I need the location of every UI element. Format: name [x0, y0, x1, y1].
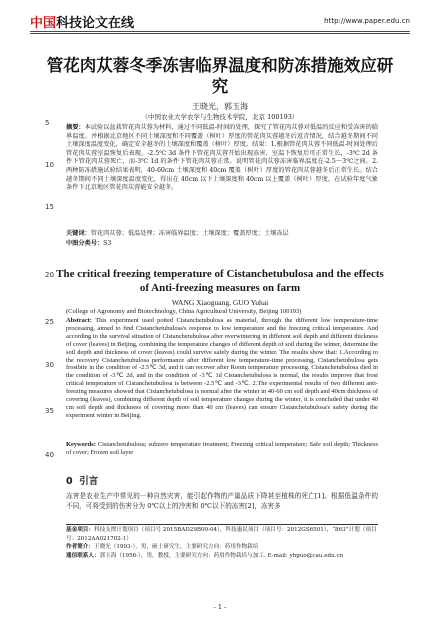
page-number: - 1 - — [213, 603, 227, 611]
header-divider-thin — [30, 33, 410, 34]
footnote-text: 郭玉海（1956-），男，教授，主要研究方向：药用作物栽培与加工. E-mail: yhguo@cau.edu.cn — [99, 552, 344, 559]
site-logo[interactable] — [30, 12, 134, 31]
site-header — [0, 0, 440, 34]
keywords-en-label: Keywords: — [66, 441, 96, 448]
logo-black-text: 科技论文在线 — [56, 16, 135, 31]
site-url[interactable]: http://www.paper.edu.cn — [324, 17, 410, 25]
abstract-cn-text: 本试验以盆栽管花肉苁蓉为材料，通过不同低温-时间的处理，探究了管花肉苁蓉对低温的反应和受冻害的临界温度。并根据北京地区不同土壤深度和不同覆盖（树叶）厚度的管花肉苁蓉越冬后返青情况，结合越冬期间不同土壤深度温度变化，确定安全越冬的土壤深度和覆盖（树叶）厚度。结果：1.根据管花肉苁蓉不同低温-时间处理后管花肉苁蓉室温恢复后表现，-2.5℃ 3d 条件下管花肉苁蓉开始出现冻害，室温下恢复后可正常生长，-3℃ 2d 条件下管花肉苁蓉死亡，而-3℃ 1d 的条件下管花肉苁蓉正常。说明管花肉苁蓉冻害临界温度在-2.5～3℃之间。2.两种防冻措施试验结果表明，40-60cm 土壤深度和 40cm 覆盖（树叶）厚度的管花肉苁蓉越冬后正常生长。结合越冬期间不同土壤深度温度变化，得出在 40cm 以下土壤深度和 40cm 以上覆盖（树叶）厚度，在试验年度气象条件下北京地区管花肉苁蓉能安全越冬。 — [66, 124, 379, 192]
footnote-label: 作者简介： — [66, 544, 94, 551]
line-number: 40 — [45, 451, 54, 459]
line-number: 5 — [45, 119, 50, 127]
authors-cn: 王晓光，郭玉海 — [192, 102, 248, 111]
keywords-cn-text: 管花肉苁蓉；低温处理；冻害临界温度；土壤深度；覆盖厚度；土壤冻层 — [90, 230, 289, 237]
keywords-en — [66, 441, 378, 457]
footnote-divider — [66, 524, 378, 525]
paper-title-cn: 管花肉苁蓉冬季冻害临界温度和防冻措施效应研究 — [46, 56, 394, 96]
section-title: 引言 — [79, 476, 99, 487]
keywords-cn — [66, 230, 378, 239]
keywords-cn-label: 关键词： — [66, 230, 91, 237]
authors-en: WANG Xiaoguang, GUO Yuhai — [171, 298, 269, 307]
line-number: 30 — [45, 361, 54, 369]
footnote-contact — [66, 552, 378, 561]
keywords-en-text: Cistanchetubulosa; subzero temperature treatment; Freezing critical temperature; Safe soil depth; Thickness of cover; Frozen soil layer — [66, 441, 378, 456]
footnote-label: 通信联系人： — [66, 552, 100, 559]
abstract-cn-label: 摘要： — [66, 124, 85, 131]
affiliation-en: (College of Agronomy and Biotechnology, China Agricultural University, Beijing 100193) — [66, 308, 302, 315]
paper-title-en: The critical freezing temperature of Cistanchetubulosa and the effects of Anti-freezing measures on farm — [56, 268, 384, 294]
line-number: 20 — [45, 271, 54, 279]
section-heading — [66, 473, 98, 487]
logo-red-text: 中国 — [30, 16, 57, 31]
abstract-en-label: Abstract: — [66, 317, 92, 324]
footnote-author-bio — [66, 543, 378, 552]
affiliation-cn: （中国农业大学农学与生物技术学院，北京 100193） — [141, 113, 299, 121]
abstract-en-text: This experiment used potted Cistanchetubulosa as material, through the different low temperature-time processing, aimed to find Cistanchetubulosa's response to low temperature and the freezing critical temperature. And according to the survival situation of Cistanchetubulosa after overwintering in different soil depth and different thickness of cover (leaves) in Beijing, combining the temperature changes of different depth of soil during the winter, determine the soil depth and thickness of cover (leaves) could survive safely during the winter. The results show that: 1.According to the recovery Cistanchetubulosa performance after different low temperature-time processing, Cistanchetubulosa gets frostbite in the condition of -2.5℃ 3d, and it can recover after Room temperature processing. Cistanchetubulosa died in the condition of -3℃ 2d, and in the condition of -3℃ 1d Cistanchetubulosa is normal, the results improve that frost critical temperature of Cistanchetubulosa is between -2.5℃ and -3℃. 2.The experimental results of two different anti-freezing measures showed that Cistanchetubulosa is normal after the winter in 40-60 cm soil depth and 40cm thickness of covering (leaves), combining different depth of soil temperature changes during the winter, it is concluded that under 40 cm soil depth and thickness of covering more than 40 cm (leaves) can ensure Cistanchetubulosa's safety during the experiment winter in Beijing. — [66, 317, 378, 419]
abstract-cn — [66, 124, 378, 193]
footnotes — [66, 526, 378, 560]
abstract-en — [66, 317, 378, 420]
footnote-text: 科技支撑计划项目（项目号 2015BAD29B00-04），科技惠民项目（项目号：2012GS6501），“863”计划（项目号：2012AA021702-1） — [66, 527, 377, 542]
clc-cn-text: S3 — [103, 240, 112, 247]
line-number: 25 — [45, 318, 54, 326]
clc-cn-label: 中图分类号： — [66, 240, 104, 247]
intro-paragraph: 冻害是农业生产中常见的一种自然灾害，能引起作物的产量品质下降甚至植株的死亡[1]。根据低温条件的不同，可将受到的伤害分为 0℃以上的冷害和 0℃以下的冻害[2]，冻害多 — [66, 492, 378, 510]
clc-cn — [66, 240, 378, 249]
section-number: 0 — [66, 476, 73, 487]
header-divider — [30, 31, 410, 32]
footnote-text: 王晓光（1993-），男，硕士研究生，主要研究方向：药用作物栽培 — [93, 544, 259, 551]
footnote-funding — [66, 526, 378, 543]
line-number: 35 — [45, 407, 54, 415]
line-number: 15 — [45, 203, 54, 211]
line-number: 10 — [45, 161, 54, 169]
footnote-label: 基金项目： — [66, 527, 94, 533]
